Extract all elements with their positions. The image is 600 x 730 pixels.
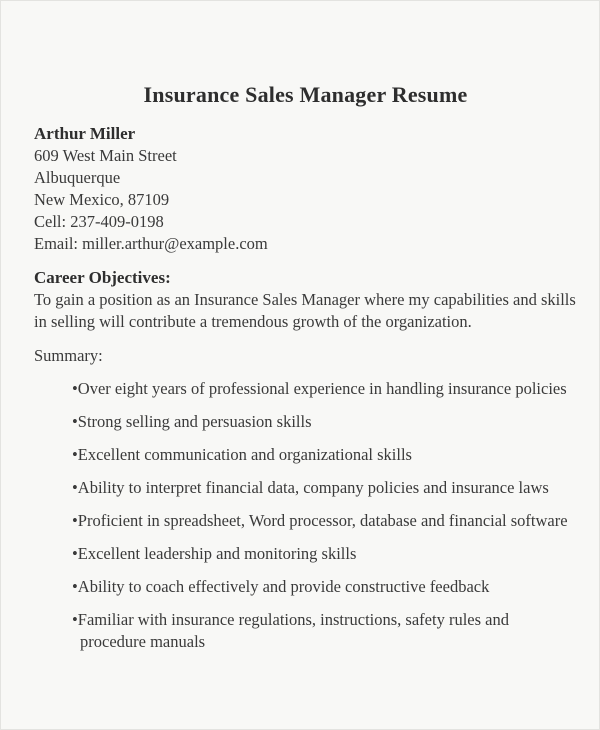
summary-bullet-text: Ability to coach effectively and provide constructive feedback (77, 577, 490, 596)
summary-bullet-item (72, 378, 577, 400)
career-objectives-heading: Career Objectives: (34, 268, 171, 287)
summary-bullet-text: Excellent leadership and monitoring skills (77, 544, 357, 563)
bullet-icon: • (72, 412, 78, 431)
summary-bullet-text: Ability to interpret financial data, company policies and insurance laws (77, 478, 549, 497)
career-objectives-text: To gain a position as an Insurance Sales Manager where my capabilities and skills in selling will contribute a tremendous growth of the organization. (34, 290, 576, 331)
contact-address-state-zip: New Mexico, 87109 (34, 190, 170, 209)
bullet-icon: • (72, 544, 78, 563)
summary-list (34, 378, 577, 653)
summary-bullet-text: Familiar with insurance regulations, instructions, safety rules and procedure manuals (77, 610, 509, 651)
bullet-icon: • (72, 511, 78, 530)
summary-bullet-item (72, 444, 577, 466)
contact-address-city: Albuquerque (34, 168, 121, 187)
summary-heading: Summary: (34, 346, 103, 365)
bullet-icon: • (72, 379, 78, 398)
resume-content (1, 1, 599, 653)
contact-block (34, 123, 577, 255)
summary-bullet-item (72, 543, 577, 565)
contact-phone: Cell: 237-409-0198 (34, 212, 164, 231)
bullet-icon: • (72, 445, 78, 464)
bullet-icon: • (72, 577, 78, 596)
summary-bullet-item (72, 576, 577, 598)
summary-bullet-text: Excellent communication and organizational skills (77, 445, 412, 464)
summary-bullet-text: Proficient in spreadsheet, Word processor, database and financial software (77, 511, 568, 530)
summary-bullet-text: Strong selling and persuasion skills (77, 412, 312, 431)
contact-address-street: 609 West Main Street (34, 146, 177, 165)
summary-bullet-item (72, 609, 577, 653)
summary-bullet-item (72, 411, 577, 433)
contact-email: Email: miller.arthur@example.com (34, 234, 268, 253)
bullet-icon: • (72, 610, 78, 629)
summary-bullet-item (72, 510, 577, 532)
page-title: Insurance Sales Manager Resume (143, 82, 468, 107)
bullet-icon: • (72, 478, 78, 497)
summary-bullet-item (72, 477, 577, 499)
summary-bullet-text: Over eight years of professional experience in handling insurance policies (77, 379, 567, 398)
contact-name: Arthur Miller (34, 124, 136, 143)
